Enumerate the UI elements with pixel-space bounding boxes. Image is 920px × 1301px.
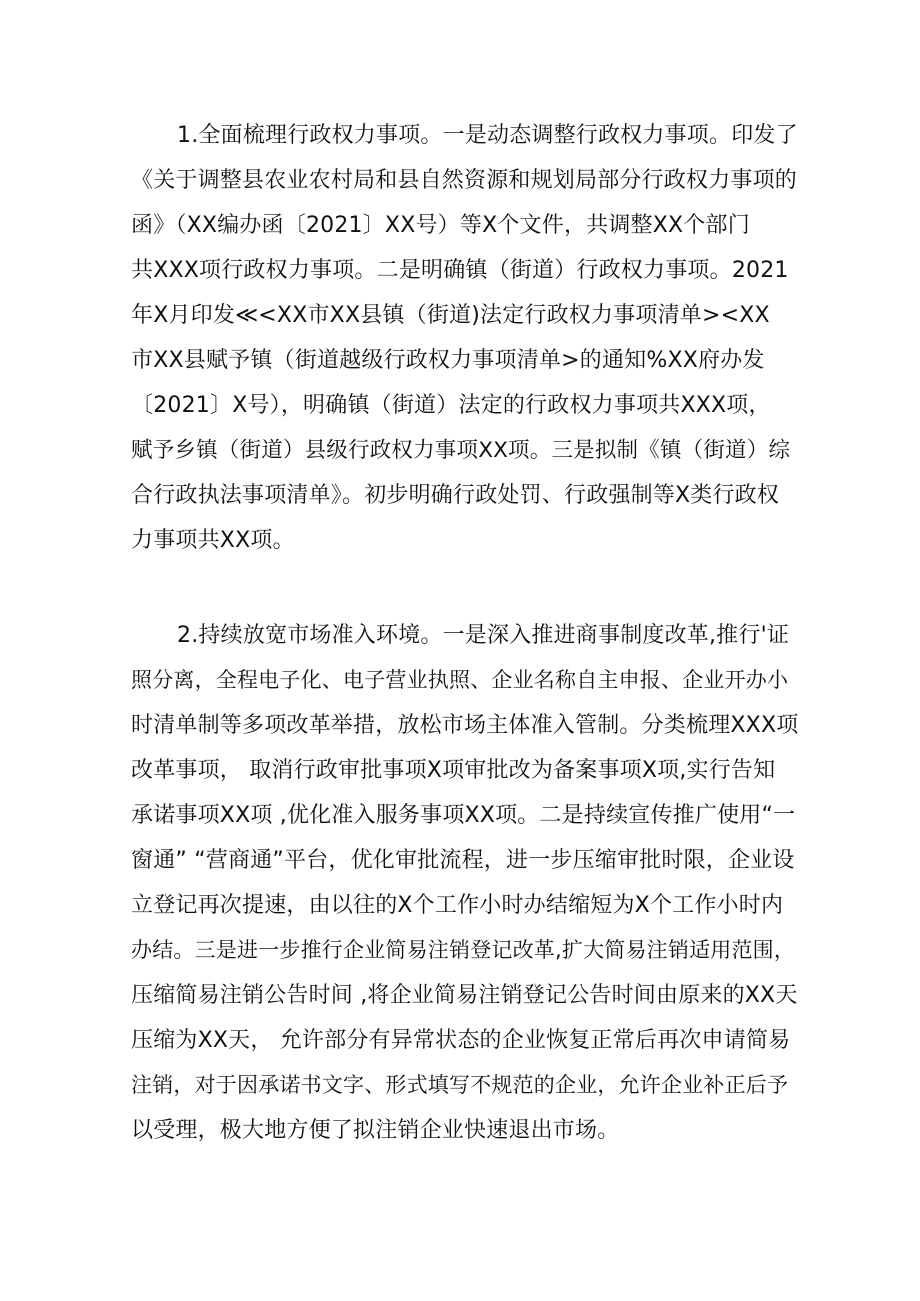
paragraph-line: 赋予乡镇（街道）县级行政权力事项XX项。三是拟制《镇（街道）综 <box>131 438 791 463</box>
paragraph-line: 注销，对于因承诺书文字、形式填写不规范的企业，允许企业补正后予 <box>131 1073 789 1097</box>
paragraph-line: 压缩为XX天， 允许部分有异常状态的企业恢复正常后再次申请简易 <box>131 1028 791 1053</box>
paragraph-line: 市XX县赋予镇（街道越级行政权力事项清单>的通知%XX府办发 <box>131 348 765 373</box>
paragraph-line: 窗通” “营商通”平台，优化审批流程，进一步压缩审批时限，企业设 <box>131 848 795 873</box>
paragraph-line: 合行政执法事项清单》。初步明确行政处罚、行政强制等X类行政权 <box>131 483 780 508</box>
paragraph-line: 2.持续放宽市场准入环境。一是深入推进商事制度改革,推行'证 <box>177 623 790 648</box>
paragraph-line: 力事项共XX项。 <box>131 528 295 553</box>
paragraph-line: 〔2021〕X号），明确镇（街道）法定的行政权力事项共XXX项， <box>131 393 771 418</box>
paragraph-line: 压缩简易注销公告时间 ,将企业简易注销登记公告时间由原来的XX天 <box>131 983 798 1008</box>
paragraph-line: 立登记再次提速，由以往的X个工作小时办结缩短为X个工作小时内 <box>131 893 784 918</box>
paragraph-line: 照分离，全程电子化、电子营业执照、企业名称自主申报、企业开办小 <box>131 668 789 692</box>
paragraph-market-access <box>131 613 801 1153</box>
paragraph-line: 以受理，极大地方便了拟注销企业快速退出市场。 <box>131 1118 620 1143</box>
paragraph-line: 共XXX项行政权力事项。二是明确镇（街道）行政权力事项。2021 <box>131 258 789 283</box>
paragraph-administrative-power <box>131 113 801 563</box>
paragraph-line: 《关于调整县农业农村局和县自然资源和规划局部分行政权力事项的 <box>131 168 798 193</box>
paragraph-line: 办结。三是进一步推行企业简易注销登记改革,扩大简易注销适用范围， <box>131 938 796 962</box>
paragraph-line: 1.全面梳理行政权力事项。一是动态调整行政权力事项。印发了 <box>177 123 798 148</box>
paragraph-line: 改革事项， 取消行政审批事项X项审批改为备案事项X项,实行告知 <box>131 758 776 783</box>
paragraph-line: 承诺事项XX项 ,优化准入服务事项XX项。二是持续宣传推广使用“一 <box>131 803 796 828</box>
paragraph-line: 函》（XX编办函〔2021〕XX号）等X个文件，共调整XX个部门 <box>131 213 750 238</box>
paragraph-line: 时清单制等多项改革举措，放松市场主体准入管制。分类梳理XXX项 <box>131 713 799 738</box>
paragraph-line: 年X月印发≪<XX市XX县镇（街道)法定行政权力事项清单><XX <box>131 303 770 328</box>
